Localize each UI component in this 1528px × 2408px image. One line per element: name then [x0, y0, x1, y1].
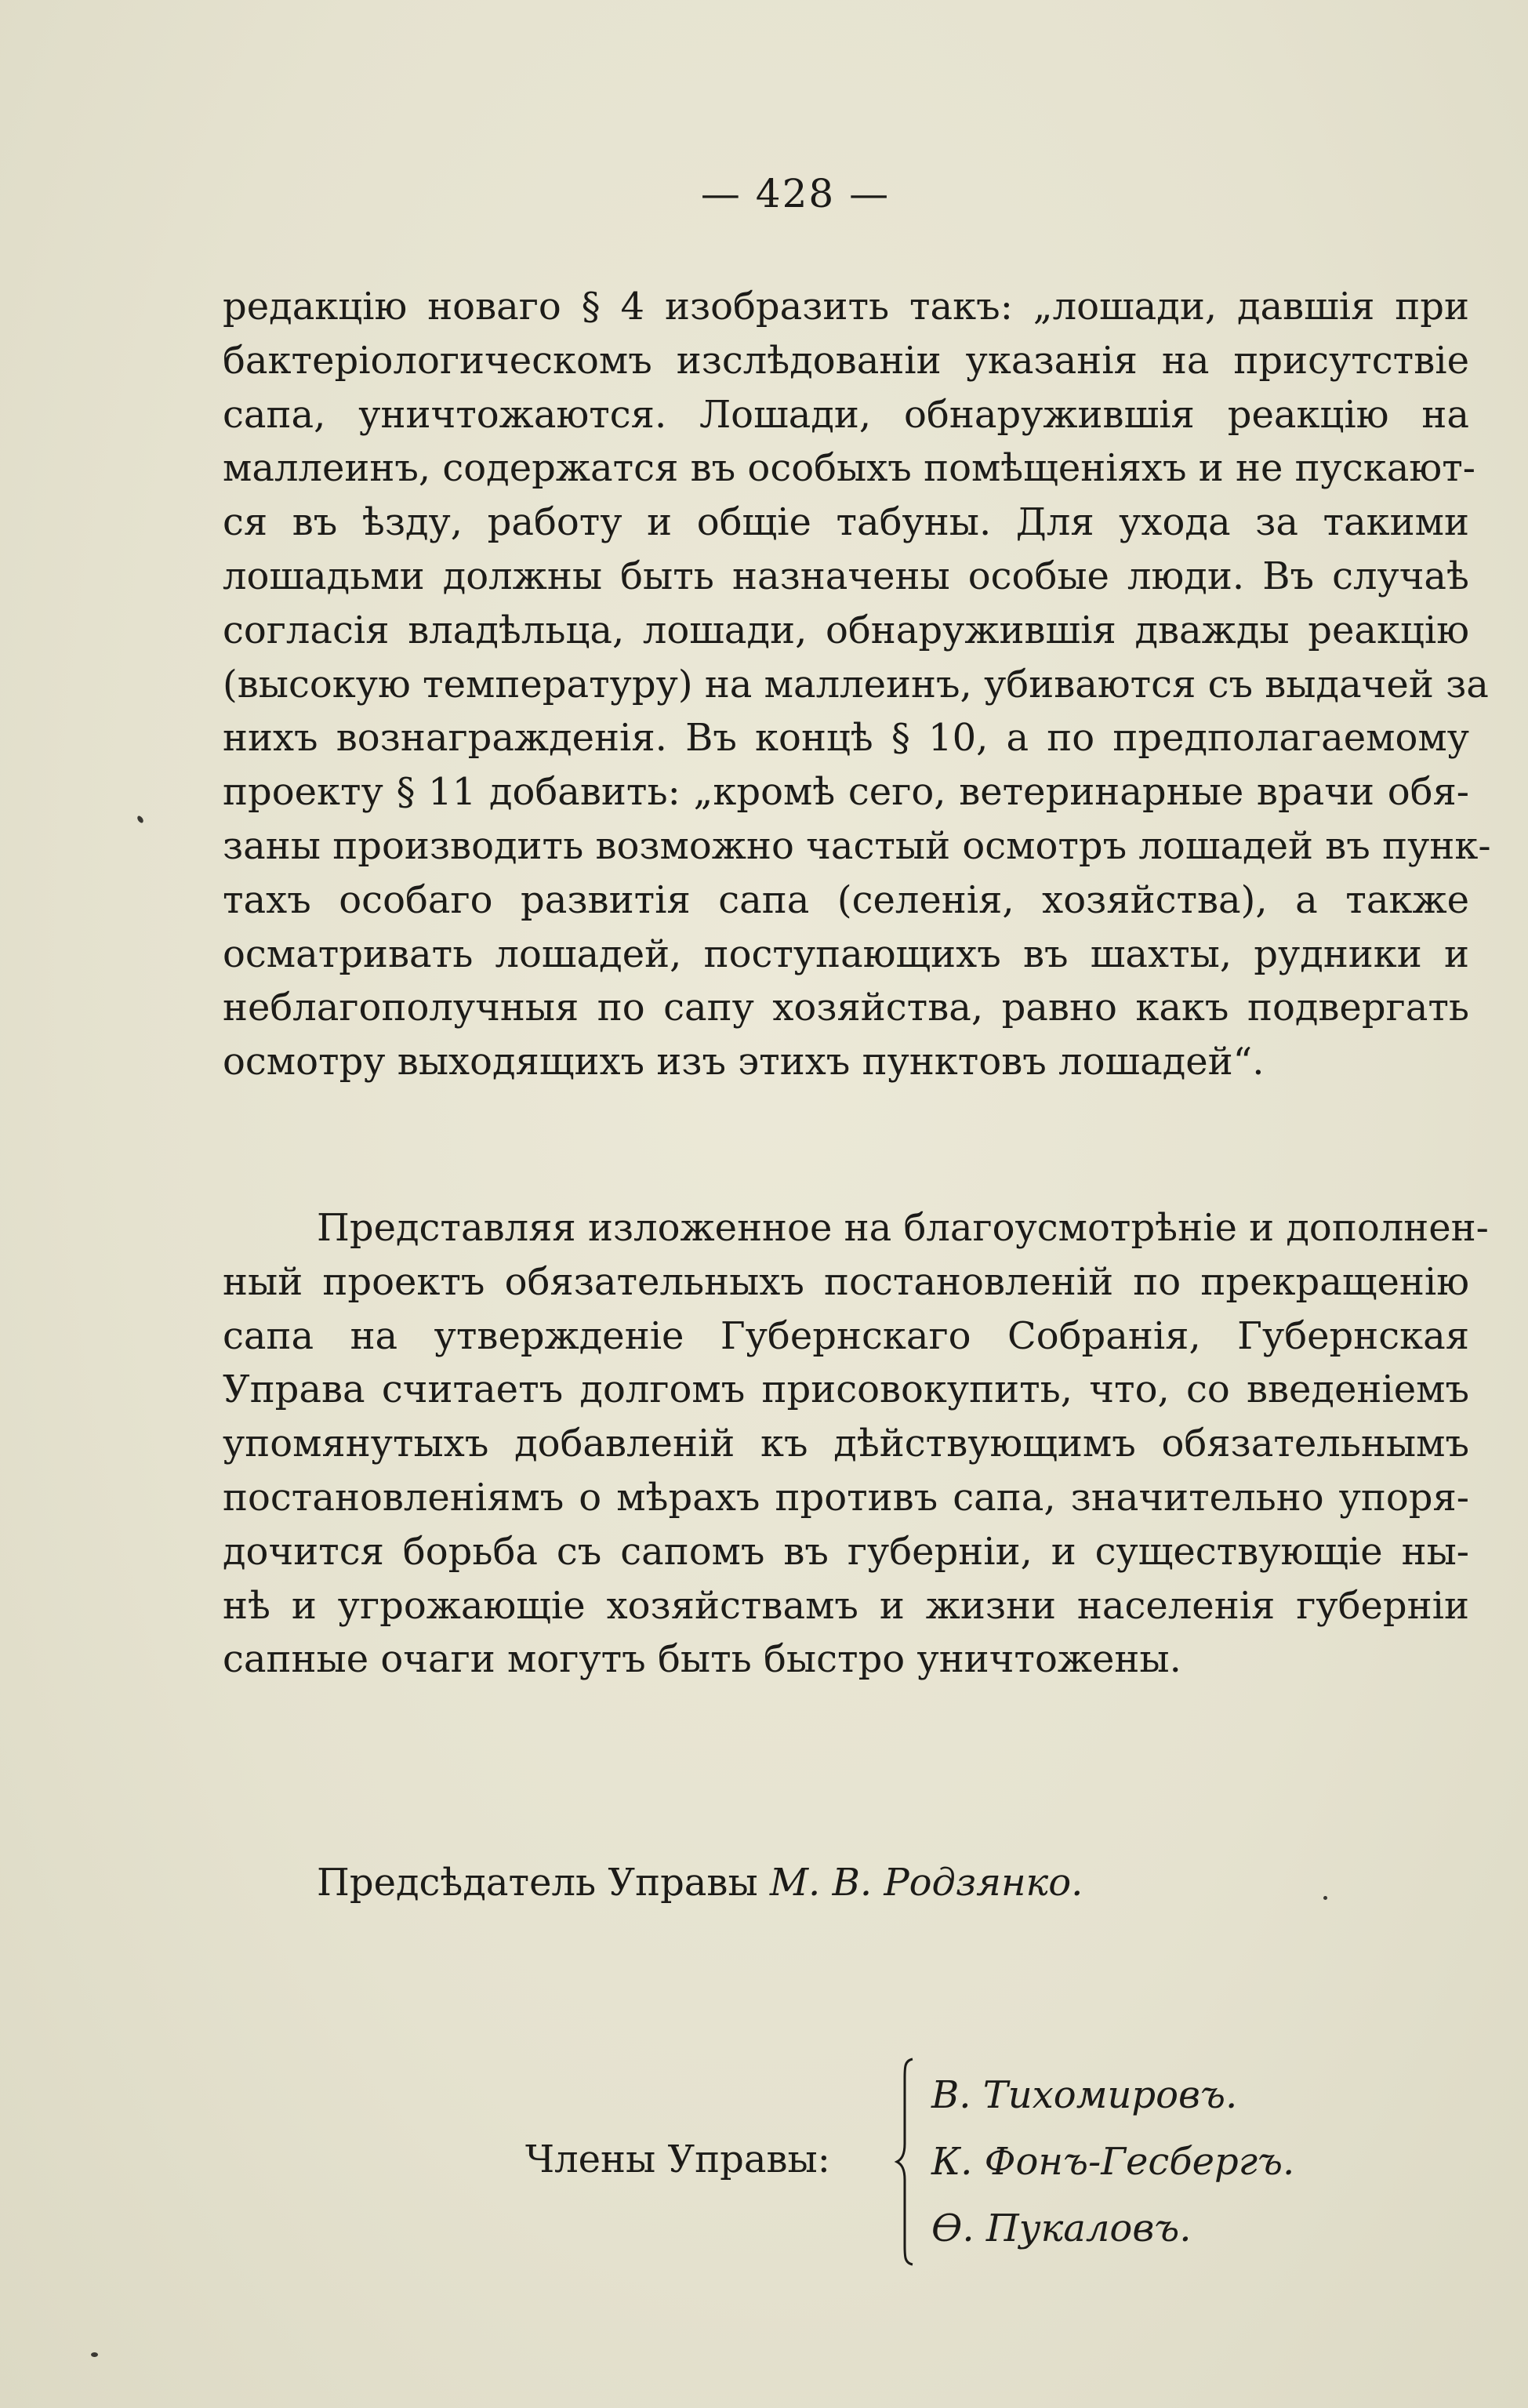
text-line: нихъ вознагражденія. Въ концѣ § 10, а по предполагаемому [223, 716, 1469, 761]
text-line: заны производить возможно частый осмотръ лошадей въ пунк- [223, 823, 1491, 868]
signature-title: Предсѣдатель Управы [317, 1861, 758, 1905]
text-line: дочится борьба съ сапомъ въ губерніи, и существующіе ны- [223, 1529, 1469, 1574]
members-list [931, 2062, 1294, 2262]
text-line: нѣ и угрожающіе хозяйствамъ и жизни населенія губерніи [223, 1583, 1469, 1628]
page-number: — 428 — [700, 171, 891, 216]
text-line: Управа считаетъ долгомъ присовокупить, что, со введеніемъ [223, 1367, 1469, 1412]
text-line: согласія владѣльца, лошади, обнаружившія дважды реакцію [223, 608, 1469, 652]
text-line: сапные очаги могутъ быть быстро уничтожены. [223, 1637, 1181, 1682]
members-label: Члены Управы: [525, 2137, 830, 2181]
text-line: сапа на утвержденіе Губернскаго Собранія, Губернская [223, 1313, 1469, 1358]
ink-speck [91, 2352, 98, 2357]
ink-speck [136, 815, 145, 824]
paragraph-2 [223, 1201, 1489, 1687]
text-line: проекту § 11 добавить: „кромѣ сего, ветеринарные врачи обя- [223, 770, 1469, 815]
text-line: бактеріологическомъ изслѣдованіи указанія на присутствіе [223, 338, 1469, 383]
text-line: ся въ ѣзду, работу и общіе табуны. Для ухода за такими [223, 500, 1469, 545]
text-line: редакцію новаго § 4 изобразить такъ: „лошади, давшія при [223, 285, 1469, 329]
text-line: постановленіямъ о мѣрахъ противъ сапа, значительно упоря- [223, 1475, 1469, 1520]
member-name: Ѳ. Пукаловъ. [931, 2206, 1192, 2250]
signature-name: М. В. Родзянко. [769, 1861, 1083, 1905]
text-line: сапа, уничтожаются. Лошади, обнаружившія реакцію на [223, 392, 1469, 437]
text-line: осмотру выходящихъ изъ этихъ пунктовъ лошадей“. [223, 1040, 1265, 1084]
text-line: неблагополучныя по сапу хозяйства, равно какъ подвергать [223, 986, 1469, 1030]
text-line: лошадьми должны быть назначены особые люди. Въ случаѣ [223, 554, 1469, 598]
text-line: Представляя изложенное на благоусмотрѣніе и дополнен- [317, 1206, 1489, 1250]
text-line: упомянутыхъ добавленій къ дѣйствующимъ обязательнымъ [223, 1422, 1469, 1466]
text-line: ный проектъ обязательныхъ постановленій по прекращенію [223, 1259, 1469, 1304]
text-line: осматривать лошадей, поступающихъ въ шахты, рудники и [223, 932, 1469, 976]
text-line: маллеинъ, содержатся въ особыхъ помѣщеніяхъ и не пускают- [223, 446, 1475, 491]
curly-brace [894, 2056, 917, 2268]
paragraph-1 [223, 280, 1491, 1089]
member-name: К. Фонъ-Гесбергъ. [931, 2140, 1295, 2184]
ink-speck [1323, 1896, 1327, 1900]
text-line: тахъ особаго развитія сапа (селенія, хозяйства), а также [223, 877, 1469, 922]
member-name: В. Тихомировъ. [931, 2073, 1238, 2117]
text-line: (высокую температуру) на маллеинъ, убиваются съ выдачей за [223, 662, 1489, 706]
chairman-signature [317, 1861, 1083, 1905]
